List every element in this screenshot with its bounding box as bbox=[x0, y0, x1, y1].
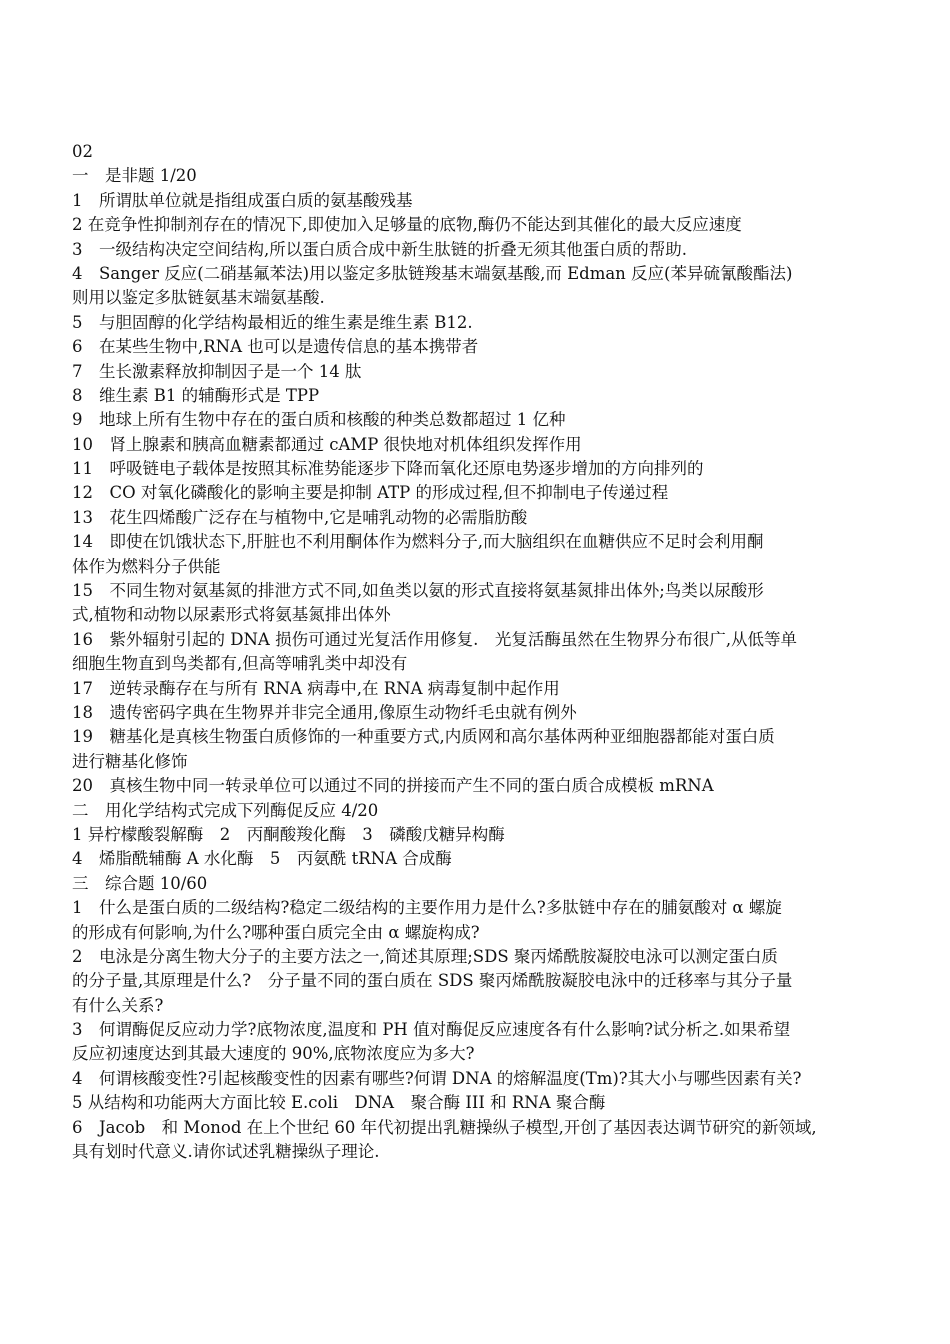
true-false-question-line: 8 维生素 B1 的辅酶形式是 TPP bbox=[72, 385, 320, 405]
true-false-question-line: 10 肾上腺素和胰高血糖素都通过 cAMP 很快地对机体组织发挥作用 bbox=[72, 434, 582, 454]
section-3-items bbox=[72, 896, 894, 1164]
true-false-question bbox=[72, 238, 894, 262]
true-false-question-line: 17 逆转录酶存在与所有 RNA 病毒中,在 RNA 病毒复制中起作用 bbox=[72, 678, 560, 698]
true-false-question-line: 3 一级结构决定空间结构,所以蛋白质合成中新生肽链的折叠无须其他蛋白质的帮助. bbox=[72, 239, 687, 259]
true-false-question-line: 6 在某些生物中,RNA 也可以是遗传信息的基本携带者 bbox=[72, 337, 479, 357]
true-false-question-line: 19 糖基化是真核生物蛋白质修饰的一种重要方式,内质网和高尔基体两种亚细胞器都能对蛋白质 bbox=[72, 727, 775, 747]
true-false-question-line: 7 生长激素释放抑制因子是一个 14 肽 bbox=[72, 361, 362, 381]
true-false-question-line: 9 地球上所有生物中存在的蛋白质和核酸的种类总数都超过 1 亿种 bbox=[72, 410, 566, 430]
true-false-question bbox=[72, 360, 894, 384]
section-2-items bbox=[72, 823, 894, 872]
comprehensive-question-line: 4 何谓核酸变性?引起核酸变性的因素有哪些?何谓 DNA 的熔解温度(Tm)?其大小与哪些因素有关? bbox=[72, 1068, 802, 1088]
comprehensive-question bbox=[72, 896, 894, 945]
true-false-question-line: 20 真核生物中同一转录单位可以通过不同的拼接而产生不同的蛋白质合成模板 mRNA bbox=[72, 776, 714, 796]
reaction-question-row-line: 4 烯脂酰辅酶 A 水化酶 5 丙氨酰 tRNA 合成酶 bbox=[72, 849, 452, 869]
comprehensive-question bbox=[72, 1116, 894, 1165]
true-false-question bbox=[72, 262, 894, 311]
comprehensive-question-line: 3 何谓酶促反应动力学?底物浓度,温度和 PH 值对酶促反应速度各有什么影响?试分析之.如果希望 bbox=[72, 1020, 791, 1040]
true-false-question bbox=[72, 677, 894, 701]
true-false-question bbox=[72, 579, 894, 628]
reaction-question-row bbox=[72, 823, 894, 847]
comprehensive-question bbox=[72, 1018, 894, 1067]
true-false-question bbox=[72, 701, 894, 725]
comprehensive-question-line: 的形成有何影响,为什么?哪种蛋白质完全由 α 螺旋构成? bbox=[72, 922, 480, 942]
section-2-title: 二 用化学结构式完成下列酶促反应 4/20 bbox=[72, 800, 379, 820]
true-false-question bbox=[72, 774, 894, 798]
comprehensive-question-line: 反应初速度达到其最大速度的 90%,底物浓度应为多大? bbox=[72, 1044, 475, 1064]
true-false-question-line: 细胞生物直到鸟类都有,但高等哺乳类中却没有 bbox=[72, 654, 408, 674]
comprehensive-question-line: 1 什么是蛋白质的二级结构?稳定二级结构的主要作用力是什么?多肽链中存在的脯氨酸对 α 螺旋 bbox=[72, 898, 782, 918]
document-header: 02 bbox=[72, 142, 93, 161]
comprehensive-question bbox=[72, 1091, 894, 1115]
reaction-question-row bbox=[72, 847, 894, 871]
true-false-question bbox=[72, 408, 894, 432]
comprehensive-question bbox=[72, 1067, 894, 1091]
true-false-question bbox=[72, 311, 894, 335]
true-false-question-line: 18 遗传密码字典在生物界并非完全通用,像原生动物纤毛虫就有例外 bbox=[72, 702, 577, 722]
reaction-question-row-line: 1 异柠檬酸裂解酶 2 丙酮酸羧化酶 3 磷酸戊糖异构酶 bbox=[72, 824, 505, 844]
section-3-title: 三 综合题 10/60 bbox=[72, 873, 208, 893]
true-false-question-line: 12 CO 对氧化磷酸化的影响主要是抑制 ATP 的形成过程,但不抑制电子传递过程 bbox=[72, 483, 669, 503]
true-false-question bbox=[72, 213, 894, 237]
true-false-question-line: 16 紫外辐射引起的 DNA 损伤可通过光复活作用修复. 光复活酶虽然在生物界分布很广,从低等单 bbox=[72, 629, 798, 649]
comprehensive-question-line: 有什么关系? bbox=[72, 995, 164, 1015]
true-false-question-line: 则用以鉴定多肽链氨基末端氨基酸. bbox=[72, 288, 325, 308]
true-false-question-line: 15 不同生物对氨基氮的排泄方式不同,如鱼类以氨的形式直接将氨基氮排出体外;鸟类以尿酸形 bbox=[72, 581, 764, 601]
document-page bbox=[72, 140, 894, 1164]
true-false-question bbox=[72, 457, 894, 481]
comprehensive-question-line: 5 从结构和功能两大方面比较 E.coli DNA 聚合酶 III 和 RNA 聚合酶 bbox=[72, 1093, 606, 1113]
true-false-question-line: 11 呼吸链电子载体是按照其标准势能逐步下降而氧化还原电势逐步增加的方向排列的 bbox=[72, 459, 704, 479]
true-false-question-line: 13 花生四烯酸广泛存在与植物中,它是哺乳动物的必需脂肪酸 bbox=[72, 507, 528, 527]
true-false-question-line: 4 Sanger 反应(二硝基氟苯法)用以鉴定多肽链羧基末端氨基酸,而 Edman 反应(苯异硫氰酸酯法) bbox=[72, 263, 793, 283]
comprehensive-question-line: 具有划时代意义.请你试述乳糖操纵子理论. bbox=[72, 1142, 380, 1162]
true-false-question bbox=[72, 506, 894, 530]
section-1-title: 一 是非题 1/20 bbox=[72, 166, 197, 186]
true-false-question bbox=[72, 725, 894, 774]
comprehensive-question-line: 的分子量,其原理是什么? 分子量不同的蛋白质在 SDS 聚丙烯酰胺凝胶电泳中的迁移率与其分子量 bbox=[72, 971, 793, 991]
true-false-question-line: 体作为燃料分子供能 bbox=[72, 556, 221, 576]
comprehensive-question-line: 6 Jacob 和 Monod 在上个世纪 60 年代初提出乳糖操纵子模型,开创了基因表达调节研究的新领域, bbox=[72, 1117, 817, 1137]
section-1-items bbox=[72, 189, 894, 799]
true-false-question bbox=[72, 628, 894, 677]
true-false-question-line: 14 即使在饥饿状态下,肝脏也不利用酮体作为燃料分子,而大脑组织在血糖供应不足时会利用酮 bbox=[72, 532, 764, 552]
true-false-question-line: 1 所谓肽单位就是指组成蛋白质的氨基酸残基 bbox=[72, 190, 413, 210]
true-false-question-line: 5 与胆固醇的化学结构最相近的维生素是维生素 B12. bbox=[72, 312, 473, 332]
true-false-question bbox=[72, 433, 894, 457]
true-false-question bbox=[72, 189, 894, 213]
comprehensive-question bbox=[72, 945, 894, 1018]
true-false-question bbox=[72, 530, 894, 579]
true-false-question bbox=[72, 481, 894, 505]
true-false-question-line: 2 在竞争性抑制剂存在的情况下,即使加入足够量的底物,酶仍不能达到其催化的最大反应速度 bbox=[72, 215, 742, 235]
true-false-question bbox=[72, 384, 894, 408]
true-false-question bbox=[72, 335, 894, 359]
comprehensive-question-line: 2 电泳是分离生物大分子的主要方法之一,简述其原理;SDS 聚丙烯酰胺凝胶电泳可以测定蛋白质 bbox=[72, 946, 778, 966]
true-false-question-line: 进行糖基化修饰 bbox=[72, 751, 188, 771]
true-false-question-line: 式,植物和动物以尿素形式将氨基氮排出体外 bbox=[72, 605, 391, 625]
